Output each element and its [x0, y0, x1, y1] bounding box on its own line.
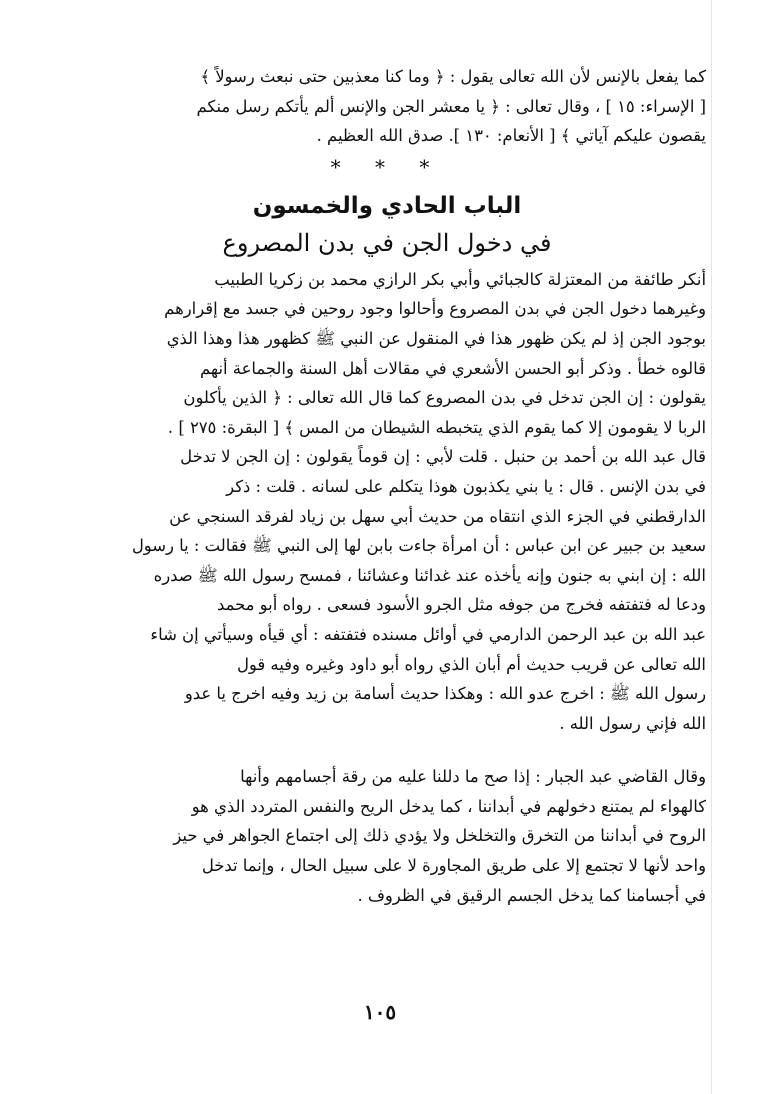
text-line: كالهواء لم يمتنع دخولهم في أبداننا ، كما يدخل الريح والنفس المتردد الذي هو — [191, 796, 706, 816]
text-line: يقولون : إن الجن تدخل في بدن المصروع كما قال الله تعالى : ﴿ الذين يأكلون — [183, 388, 706, 408]
paragraph-2 — [68, 762, 706, 910]
text-line: أنكر طائفة من المعتزلة كالجبائي وأبي بكر الرازي محمد بن زكريا الطبيب — [214, 269, 706, 289]
text-line: بوجود الجن إذ لم يكن ظهور هذا في المنقول عن النبي ﷺ كظهور هذا وهذا الذي — [166, 328, 706, 348]
text-line: سعيد بن جبير عن ابن عباس : أن امرأة جاءت بابن لها إلى النبي ﷺ فقالت : يا رسول — [131, 536, 706, 556]
text-line: كما يفعل بالإنس لأن الله تعالى يقول : ﴿ وما كنا معذبين حتى نبعث رسولاً ﴾ — [200, 67, 706, 86]
paragraph-1 — [68, 265, 706, 739]
text-line: في أجسامنا كما يدخل الجسم الرقيق في الظروف . — [357, 885, 706, 905]
chapter-subtitle: في دخول الجن في بدن المصروع — [222, 228, 552, 257]
text-line: الله تعالى عن قريب حديث أم أبان الذي رواه أبو داود وغيره وفيه قول — [236, 654, 706, 674]
text-line: وقال القاضي عبد الجبار : إذا صح ما دللنا عليه من رقة أجسامهم وأنها — [240, 767, 706, 787]
page-edge-shadow — [711, 0, 712, 1094]
text-line: عبد الله بن عبد الرحمن الدارمي في أوائل مسنده فتفتفه : أي قيأه وسيأتي إن شاء — [150, 624, 706, 644]
text-line: قالوه خطأ . وذكر أبو الحسن الأشعري في مقالات أهل السنة والجماعة أنهم — [200, 358, 706, 378]
text-line: قال عبد الله بن أحمد بن حنبل . قلت لأبي : إن قوماً يقولون : إن الجن لا تدخل — [180, 447, 706, 467]
chapter-title: الباب الحادي والخمسون — [252, 192, 522, 219]
text-line: في بدن الإنس . قال : يا بني يكذبون هوذا يتكلم على لسانه . قلت : ذكر — [226, 476, 706, 496]
intro-paragraph — [68, 62, 706, 151]
page-number: ١٠٥ — [363, 1000, 397, 1024]
text-line: الله : إن ابني به جنون وإنه يأخذه عند غدائنا وعشائنا ، فمسح رسول الله ﷺ صدره — [153, 565, 706, 585]
text-line: [ الإسراء: ١٥ ] ، وقال تعالى : ﴿ يا معشر الجن والإنس ألم يأتكم رسل منكم — [196, 96, 706, 116]
text-line: رسول الله ﷺ : اخرج عدو الله : وهكذا حديث أسامة بن زيد وفيه اخرج يا عدو — [184, 684, 706, 704]
text-line: الروح في أبداننا من التخرق والتخلخل ولا يؤدي ذلك إلى اجتماع الجواهر في حيز — [173, 826, 706, 846]
text-line: ودعا له فتفتفه فخرج من جوفه مثل الجرو الأسود فسعى . رواه أبو محمد — [217, 595, 706, 615]
text-line: يقصون عليكم آياتي ﴾ [ الأنعام: ١٣٠ ]. صدق الله العظيم . — [316, 126, 706, 146]
text-line: الدارقطني في الجزء الذي انتقاه من حديث أبي سهل بن زياد لفرقد السنجي عن — [169, 506, 706, 526]
section-separator: * * * — [330, 154, 444, 179]
text-line: الربا لا يقومون إلا كما يقوم الذي يتخبطه الشيطان من المس ﴾ [ البقرة: ٢٧٥ ] . — [167, 417, 706, 437]
text-line: واحد لأنها لا تجتمع إلا على طريق المجاورة لا على سبيل الحال ، وإنما تدخل — [201, 856, 706, 876]
text-line: وغيرهما دخول الجن في بدن المصروع وأحالوا وجود روحين في جسد مع إقرارهم — [164, 299, 706, 319]
book-page — [68, 62, 706, 910]
paragraph-gap — [68, 738, 706, 762]
text-line: الله فإني رسول الله . — [559, 713, 706, 733]
